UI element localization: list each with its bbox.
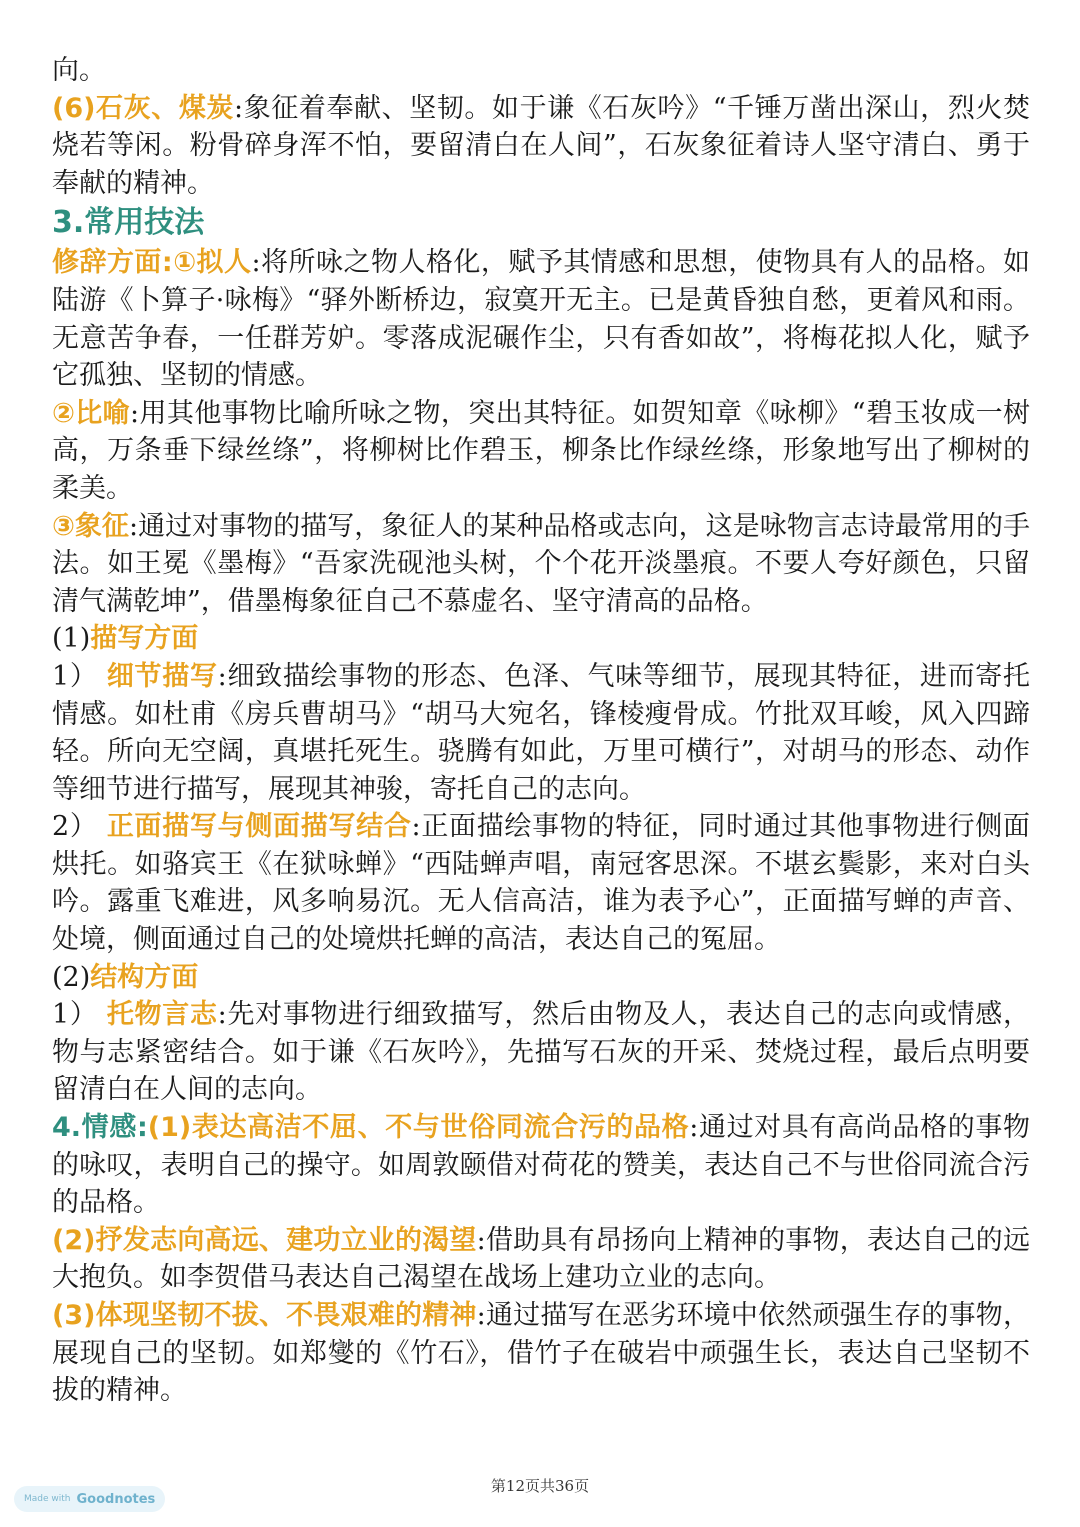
- body-text: :将所咏之物人格化，赋予其情感和思想，使物具有人的品格。如陆游《卜算子·咏梅》“驿外断桥边，寂寞开无主。已是黄昏独自愁，更着风和雨。无意苦争春，一任群芳妒。零落成泥碾作尘，只有香如故”，将梅花拟人化，赋予它孤独、坚韧的情感。: [52, 247, 1030, 392]
- body-text: :借助具有昂扬向上精神的事物，表达自己的远大抱负。如李贺借马表达自己渴望在战场上建功立业的志向。: [52, 1224, 1030, 1294]
- body-text: 1）: [52, 660, 107, 692]
- highlighted-term: ②比喻: [52, 397, 131, 429]
- highlighted-term: 正面描写与侧面描写结合: [106, 811, 412, 843]
- paragraph: [52, 1222, 1030, 1297]
- paragraph: [52, 244, 1030, 394]
- body-text: :通过对事物的描写，象征人的某种品格或志向，这是咏物言志诗最常用的手法。如王冕《墨梅》“吾家洗砚池头树，个个花开淡墨痕。不要人夸好颜色，只留清气满乾坤”，借墨梅象征自己不慕虚名、坚守清高的品格。: [52, 510, 1030, 617]
- highlighted-term: 修辞方面:①拟人: [52, 247, 252, 279]
- highlighted-term: (1)表达高洁不屈、不与世俗同流合污的品格: [147, 1112, 690, 1144]
- paragraph: [52, 658, 1030, 808]
- made-with-goodnotes-badge[interactable]: [14, 1486, 165, 1512]
- body-text: 2）: [52, 811, 107, 843]
- body-text: 向。: [52, 55, 106, 86]
- highlighted-term: 托物言志: [106, 999, 218, 1031]
- section-heading: 3.常用技法: [52, 205, 205, 241]
- paragraph: [52, 395, 1030, 508]
- made-with-label: Made with: [24, 1494, 71, 1504]
- highlighted-term: 结构方面: [90, 961, 199, 993]
- document-body: [52, 52, 1030, 1410]
- highlighted-term: (3)体现坚韧不拔、不畏艰难的精神: [52, 1300, 477, 1331]
- body-text: :象征着奉献、坚韧。如于谦《石灰吟》“千锤万凿出深山，烈火焚烧若等闲。粉骨碎身浑不怕，要留清白在人间”，石灰象征着诗人坚守清白、勇于奉献的精神。: [52, 92, 1031, 199]
- body-text: :通过描写在恶劣环境中依然顽强生存的事物，展现自己的坚韧。如郑燮的《竹石》，借竹子在破岩中顽强生长，表达自己坚韧不拔的精神。: [52, 1300, 1030, 1407]
- goodnotes-logo-text: Goodnotes: [76, 1491, 156, 1507]
- page-number: 第12页共36页: [490, 1477, 590, 1495]
- body-text: :先对事物进行细致描写，然后由物及人，表达自己的志向或情感，物与志紧密结合。如于谦《石灰吟》，先描写石灰的开采、焚烧过程，最后点明要留清白在人间的志向。: [52, 999, 1030, 1106]
- highlighted-term: 描写方面: [90, 623, 199, 655]
- paragraph: [52, 202, 1030, 244]
- section-heading: 4.情感:: [52, 1112, 148, 1144]
- paragraph: [52, 959, 1030, 997]
- body-text: (2): [52, 961, 91, 993]
- highlighted-term: (6)石灰、煤炭: [52, 92, 235, 124]
- paragraph: [52, 1297, 1030, 1410]
- highlighted-term: (2)抒发志向高远、建功立业的渴望: [52, 1224, 477, 1256]
- body-text: :正面描绘事物的特征，同时通过其他事物进行侧面烘托。如骆宾王《在狱咏蝉》“西陆蝉声唱，南冠客思深。不堪玄鬓影，来对白头吟。露重飞难进，风多响易沉。无人信高洁，谁为表予心”，正面描写蝉的声音、处境，侧面通过自己的处境烘托蝉的高洁，表达自己的冤屈。: [52, 811, 1030, 956]
- paragraph: [52, 90, 1030, 203]
- paragraph: [52, 508, 1030, 621]
- paragraph: [52, 620, 1030, 658]
- paragraph: [52, 808, 1030, 958]
- body-text: :用其他事物比喻所咏之物，突出其特征。如贺知章《咏柳》“碧玉妆成一树高，万条垂下绿丝绦”，将柳树比作碧玉，柳条比作绿丝绦，形象地写出了柳树的柔美。: [52, 397, 1030, 504]
- body-text: :细致描绘事物的形态、色泽、气味等细节，展现其特征，进而寄托情感。如杜甫《房兵曹胡马》“胡马大宛名，锋棱瘦骨成。竹批双耳峻，风入四蹄轻。所向无空阔，真堪托死生。骁腾有如此，万里可横行”，对胡马的形态、动作等细节进行描写，展现其神骏，寄托自己的志向。: [52, 660, 1030, 805]
- paragraph: [52, 1109, 1030, 1222]
- highlighted-term: 细节描写: [106, 660, 218, 692]
- body-text: :通过对具有高尚品格的事物的咏叹，表明自己的操守。如周敦颐借对荷花的赞美，表达自己不与世俗同流合污的品格。: [52, 1112, 1030, 1219]
- paragraph: [52, 52, 1030, 90]
- paragraph: [52, 996, 1030, 1109]
- body-text: (1): [52, 623, 91, 655]
- highlighted-term: ③象征: [52, 510, 129, 542]
- body-text: 1）: [52, 999, 107, 1031]
